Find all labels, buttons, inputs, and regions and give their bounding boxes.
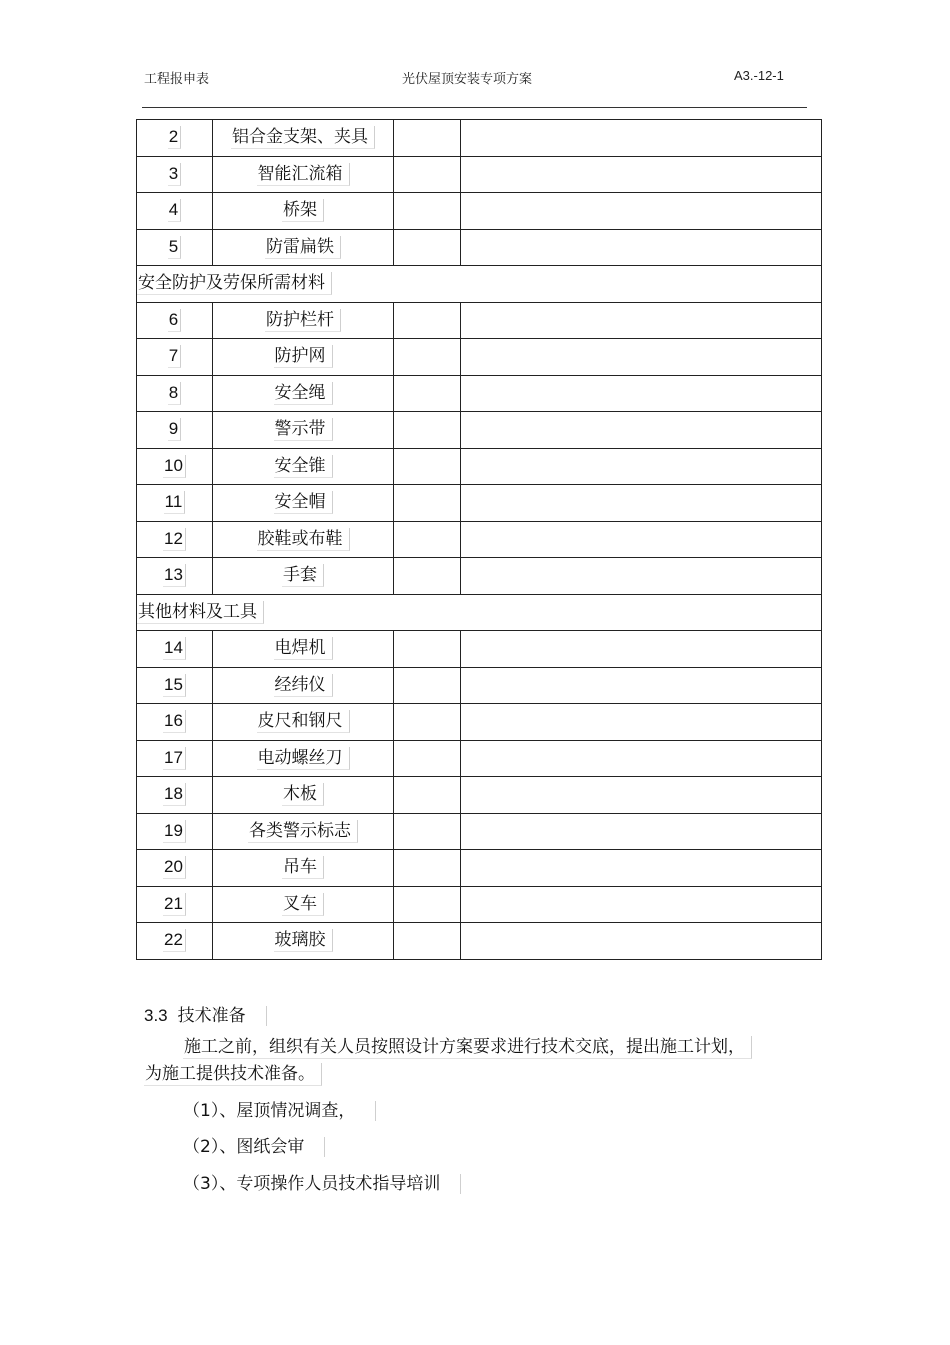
row-number-cell <box>137 339 213 376</box>
section-row-title: 其他材料及工具 <box>137 601 264 624</box>
empty-cell <box>394 193 461 230</box>
row-number: 15 <box>163 674 186 697</box>
item-name-cell <box>213 229 394 266</box>
item-name-cell <box>213 704 394 741</box>
item-name: 皮尺和钢尺 <box>257 710 350 733</box>
empty-cell <box>461 886 822 923</box>
item-name: 玻璃胶 <box>274 929 333 952</box>
table-row <box>137 229 822 266</box>
item-name: 安全帽 <box>274 491 333 514</box>
item-name: 防护网 <box>274 345 333 368</box>
empty-cell <box>394 156 461 193</box>
list-item-1-text: （1）、屋顶情况调查， <box>183 1101 376 1121</box>
row-number: 13 <box>163 564 186 587</box>
empty-cell <box>461 521 822 558</box>
table-row <box>137 193 822 230</box>
row-number: 20 <box>163 856 186 879</box>
header-form-code: A3.-12-1 <box>734 68 784 83</box>
list-item <box>183 1172 461 1196</box>
item-name-cell <box>213 302 394 339</box>
table-row <box>137 448 822 485</box>
row-number-cell <box>137 120 213 157</box>
list-item-2-text: （2）、图纸会审 <box>183 1137 325 1157</box>
item-name: 防护栏杆 <box>265 309 341 332</box>
list-item-3-text: （3）、专项操作人员技术指导培训 <box>183 1174 461 1194</box>
row-number-cell <box>137 412 213 449</box>
item-name: 手套 <box>282 564 324 587</box>
item-name: 胶鞋或布鞋 <box>257 528 350 551</box>
row-number: 5 <box>168 236 181 259</box>
item-name-cell <box>213 120 394 157</box>
list-item <box>183 1135 325 1159</box>
table-row <box>137 156 822 193</box>
row-number: 18 <box>163 783 186 806</box>
row-number-cell <box>137 704 213 741</box>
empty-cell <box>461 704 822 741</box>
empty-cell <box>394 521 461 558</box>
table-row <box>137 740 822 777</box>
empty-cell <box>461 740 822 777</box>
table-section-row <box>137 594 822 631</box>
item-name-cell <box>213 923 394 960</box>
row-number: 17 <box>163 747 186 770</box>
table-row <box>137 667 822 704</box>
row-number-cell <box>137 777 213 814</box>
row-number: 19 <box>163 820 186 843</box>
item-name-cell <box>213 412 394 449</box>
item-name-cell <box>213 886 394 923</box>
item-name-cell <box>213 339 394 376</box>
empty-cell <box>461 193 822 230</box>
item-name-cell <box>213 631 394 668</box>
table-section-row <box>137 266 822 303</box>
empty-cell <box>394 740 461 777</box>
paragraph-line-1-text: 施工之前，组织有关人员按照设计方案要求进行技术交底，提出施工计划， <box>183 1036 752 1059</box>
item-name-cell <box>213 777 394 814</box>
item-name: 木板 <box>282 783 324 806</box>
empty-cell <box>461 339 822 376</box>
empty-cell <box>461 813 822 850</box>
empty-cell <box>394 850 461 887</box>
empty-cell <box>394 558 461 595</box>
item-name-cell <box>213 740 394 777</box>
item-name: 铝合金支架、夹具 <box>231 126 375 149</box>
empty-cell <box>461 229 822 266</box>
empty-cell <box>461 777 822 814</box>
empty-cell <box>461 850 822 887</box>
empty-cell <box>461 375 822 412</box>
section-heading <box>144 1001 267 1026</box>
table-row <box>137 521 822 558</box>
table-row <box>137 558 822 595</box>
table-row <box>137 485 822 522</box>
item-name: 吊车 <box>282 856 324 879</box>
section-number: 3.3 <box>144 1006 168 1025</box>
row-number-cell <box>137 850 213 887</box>
section-row-title: 安全防护及劳保所需材料 <box>137 272 332 295</box>
item-name-cell <box>213 850 394 887</box>
row-number-cell <box>137 229 213 266</box>
table-row <box>137 375 822 412</box>
row-number-cell <box>137 375 213 412</box>
row-number: 9 <box>168 418 181 441</box>
table-row <box>137 704 822 741</box>
table-row <box>137 339 822 376</box>
empty-cell <box>461 667 822 704</box>
row-number-cell <box>137 193 213 230</box>
row-number: 6 <box>168 309 181 332</box>
table-row <box>137 302 822 339</box>
row-number-cell <box>137 485 213 522</box>
section-cell <box>137 594 822 631</box>
row-number-cell <box>137 521 213 558</box>
row-number-cell <box>137 631 213 668</box>
item-name: 防雷扁铁 <box>265 236 341 259</box>
table-row <box>137 412 822 449</box>
empty-cell <box>461 485 822 522</box>
materials-table-body <box>137 120 822 960</box>
empty-cell <box>394 485 461 522</box>
item-name-cell <box>213 485 394 522</box>
item-name: 安全锥 <box>274 455 333 478</box>
empty-cell <box>394 667 461 704</box>
empty-cell <box>394 412 461 449</box>
item-name-cell <box>213 156 394 193</box>
item-name: 电焊机 <box>274 637 333 660</box>
row-number: 12 <box>163 528 186 551</box>
item-name-cell <box>213 667 394 704</box>
empty-cell <box>461 302 822 339</box>
empty-cell <box>394 631 461 668</box>
empty-cell <box>394 339 461 376</box>
table-row <box>137 886 822 923</box>
item-name-cell <box>213 813 394 850</box>
item-name: 叉车 <box>282 893 324 916</box>
section-title: 技术准备 <box>178 1006 267 1026</box>
item-name-cell <box>213 375 394 412</box>
item-name: 安全绳 <box>274 382 333 405</box>
section-paragraph-line-1 <box>183 1035 803 1059</box>
row-number-cell <box>137 813 213 850</box>
row-number: 16 <box>163 710 186 733</box>
empty-cell <box>461 156 822 193</box>
row-number-cell <box>137 740 213 777</box>
table-row <box>137 777 822 814</box>
empty-cell <box>394 120 461 157</box>
empty-cell <box>394 777 461 814</box>
table-row <box>137 813 822 850</box>
empty-cell <box>394 923 461 960</box>
row-number: 11 <box>164 491 186 514</box>
paragraph-line-2-text: 为施工提供技术准备。 <box>144 1063 322 1086</box>
section-paragraph-line-2 <box>144 1062 322 1086</box>
empty-cell <box>461 448 822 485</box>
row-number: 2 <box>168 126 181 149</box>
table-row <box>137 923 822 960</box>
row-number: 10 <box>163 455 186 478</box>
item-name-cell <box>213 193 394 230</box>
row-number: 22 <box>163 929 186 952</box>
row-number: 4 <box>168 199 181 222</box>
list-item <box>183 1099 376 1123</box>
header-divider <box>142 107 807 108</box>
item-name-cell <box>213 448 394 485</box>
row-number-cell <box>137 667 213 704</box>
empty-cell <box>394 704 461 741</box>
empty-cell <box>394 229 461 266</box>
empty-cell <box>461 120 822 157</box>
row-number-cell <box>137 886 213 923</box>
header-left-title: 工程报申表 <box>144 72 210 87</box>
table-row <box>137 120 822 157</box>
row-number-cell <box>137 156 213 193</box>
item-name: 电动螺丝刀 <box>257 747 350 770</box>
row-number: 14 <box>163 637 186 660</box>
row-number-cell <box>137 558 213 595</box>
row-number: 8 <box>168 382 181 405</box>
row-number: 3 <box>168 163 181 186</box>
empty-cell <box>461 558 822 595</box>
empty-cell <box>394 302 461 339</box>
row-number: 21 <box>163 893 186 916</box>
table-row <box>137 631 822 668</box>
materials-table <box>136 119 822 960</box>
item-name: 智能汇流箱 <box>257 163 350 186</box>
row-number-cell <box>137 302 213 339</box>
row-number: 7 <box>168 345 181 368</box>
empty-cell <box>461 923 822 960</box>
empty-cell <box>394 448 461 485</box>
item-name: 各类警示标志 <box>248 820 358 843</box>
row-number-cell <box>137 448 213 485</box>
item-name-cell <box>213 521 394 558</box>
item-name: 桥架 <box>282 199 324 222</box>
empty-cell <box>394 813 461 850</box>
item-name-cell <box>213 558 394 595</box>
empty-cell <box>461 631 822 668</box>
item-name: 经纬仪 <box>274 674 333 697</box>
empty-cell <box>394 886 461 923</box>
table-row <box>137 850 822 887</box>
section-cell <box>137 266 822 303</box>
row-number-cell <box>137 923 213 960</box>
empty-cell <box>394 375 461 412</box>
item-name: 警示带 <box>274 418 333 441</box>
header-document-title: 光伏屋顶安装专项方案 <box>402 72 533 87</box>
empty-cell <box>461 412 822 449</box>
